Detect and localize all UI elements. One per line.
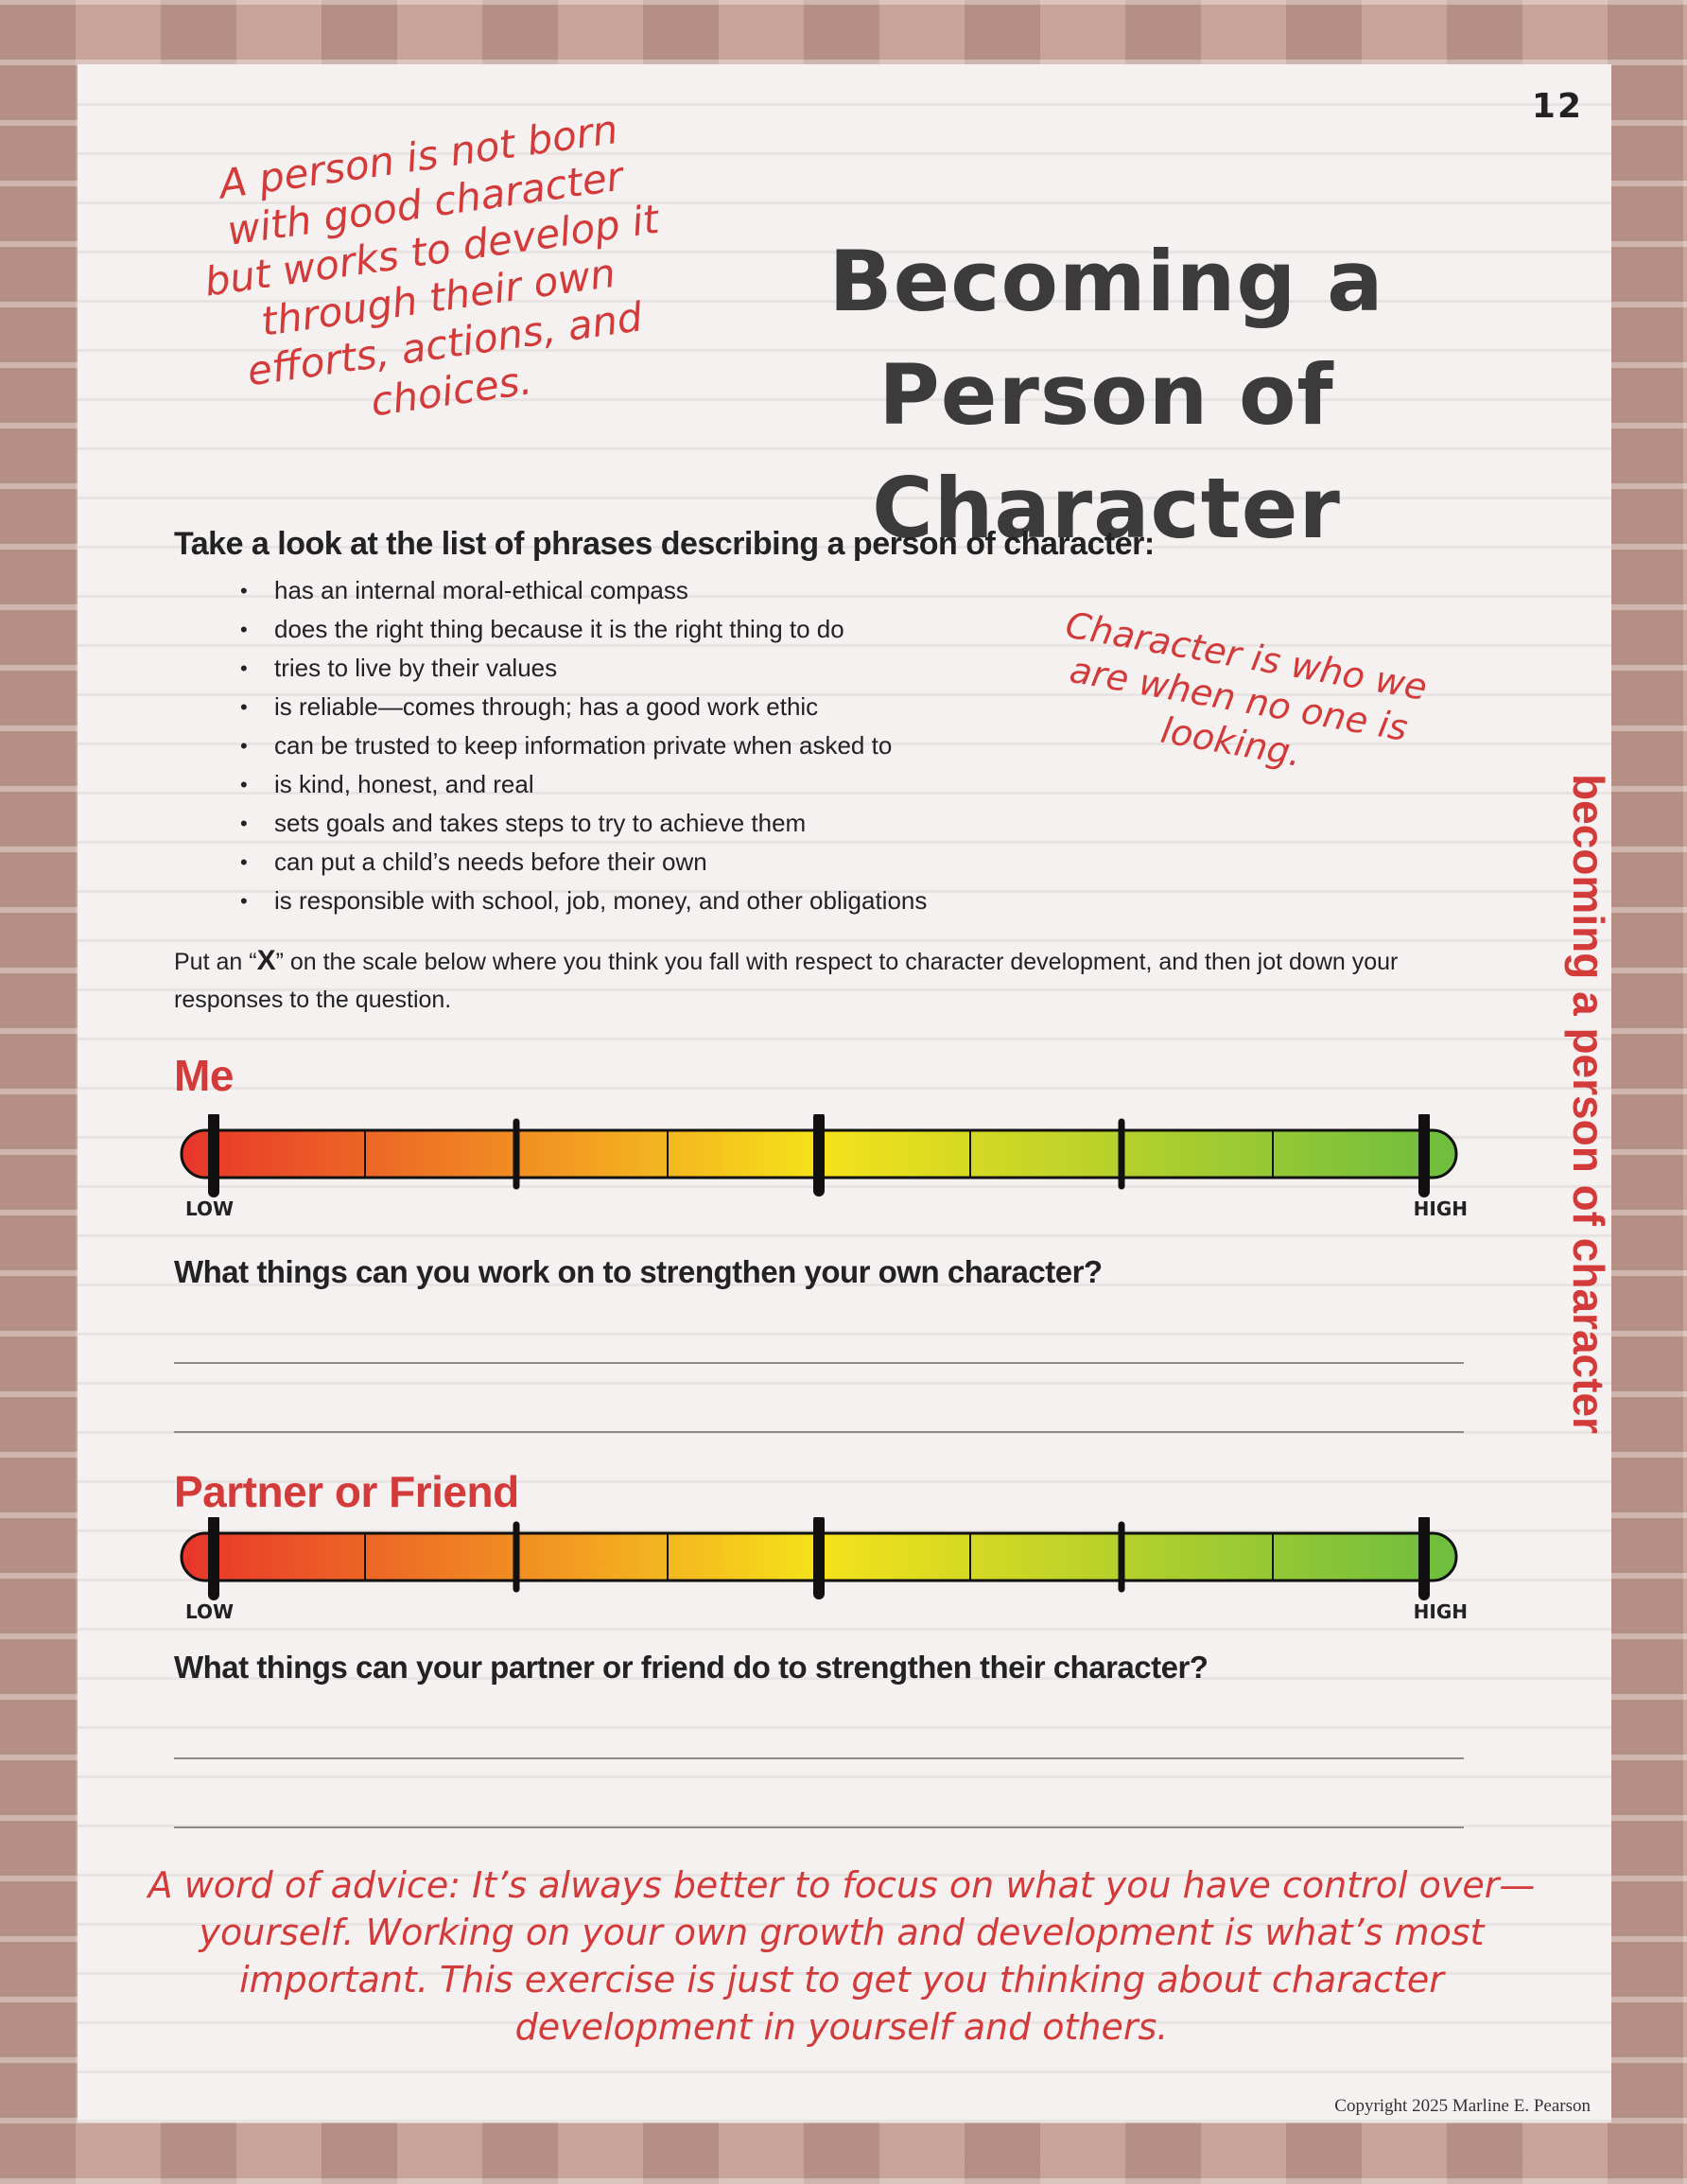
scale-high-label: HIGH xyxy=(1413,1197,1468,1220)
answer-line[interactable] xyxy=(174,1431,1464,1433)
list-item: • has an internal moral-ethical compass xyxy=(236,571,927,610)
instruction-part: Put an “ xyxy=(174,949,257,975)
title-line-2: Person of Character xyxy=(872,346,1341,557)
scale-partner-bar[interactable] xyxy=(178,1517,1464,1600)
scale-low-label: LOW xyxy=(185,1197,235,1220)
question-me: What things can you work on to strengthen your own character? xyxy=(174,1254,1103,1289)
intro-heading: Take a look at the list of phrases describing a person of character: xyxy=(174,526,1155,562)
scale-me-bar[interactable] xyxy=(178,1114,1464,1197)
side-label-text: becoming a person of character xyxy=(1564,774,1613,1434)
list-item: • sets goals and takes steps to try to achieve them xyxy=(236,804,927,843)
list-item: • does the right thing because it is the right thing to do xyxy=(236,610,927,649)
copyright: Copyright 2025 Marline E. Pearson xyxy=(1334,2096,1591,2116)
instruction-part: ” on the scale below where you think you fall with respect to character development, and then jot down your responses to the question. xyxy=(174,949,1399,1013)
list-item: • can be trusted to keep information private when asked to xyxy=(236,726,927,765)
list-item: • is kind, honest, and real xyxy=(236,765,927,804)
quote-side: Character is who we are when no one is looking. xyxy=(1062,603,1431,775)
scale-partner[interactable] xyxy=(178,1517,1468,1623)
list-item: • is reliable—comes through; has a good work ethic xyxy=(236,688,927,726)
list-item: • is responsible with school, job, money, and other obligations xyxy=(236,882,927,920)
x-mark: X xyxy=(256,945,276,976)
list-item: • can put a child’s needs before their own xyxy=(236,843,927,882)
scale-me-label: Me xyxy=(174,1051,234,1100)
character-traits-list xyxy=(236,571,927,920)
answer-line[interactable] xyxy=(174,1362,1464,1364)
scale-low-label: LOW xyxy=(185,1600,235,1623)
advice-note: A word of advice: It’s always better to focus on what you have control over—yourself. Working on your own growth and development is what’s most important. This exercise is just to get you thinking about character development in yourself and others. xyxy=(148,1864,1536,2048)
page-title xyxy=(681,225,1532,566)
quote-top: A person is not born with good character but works to develop it through their own efforts, actions, and choices. xyxy=(201,105,662,426)
answer-line[interactable] xyxy=(174,1826,1464,1828)
scale-me[interactable] xyxy=(178,1114,1468,1220)
question-partner: What things can your partner or friend do to strengthen their character? xyxy=(174,1650,1209,1685)
page-number: 12 xyxy=(1531,87,1583,126)
instruction-text xyxy=(174,942,1479,1019)
scale-partner-label: Partner or Friend xyxy=(174,1467,519,1516)
scale-high-label: HIGH xyxy=(1413,1600,1468,1623)
title-line-1: Becoming a xyxy=(828,233,1384,330)
answer-line[interactable] xyxy=(174,1757,1464,1759)
list-item: • tries to live by their values xyxy=(236,649,927,688)
side-label xyxy=(1513,766,1613,1434)
